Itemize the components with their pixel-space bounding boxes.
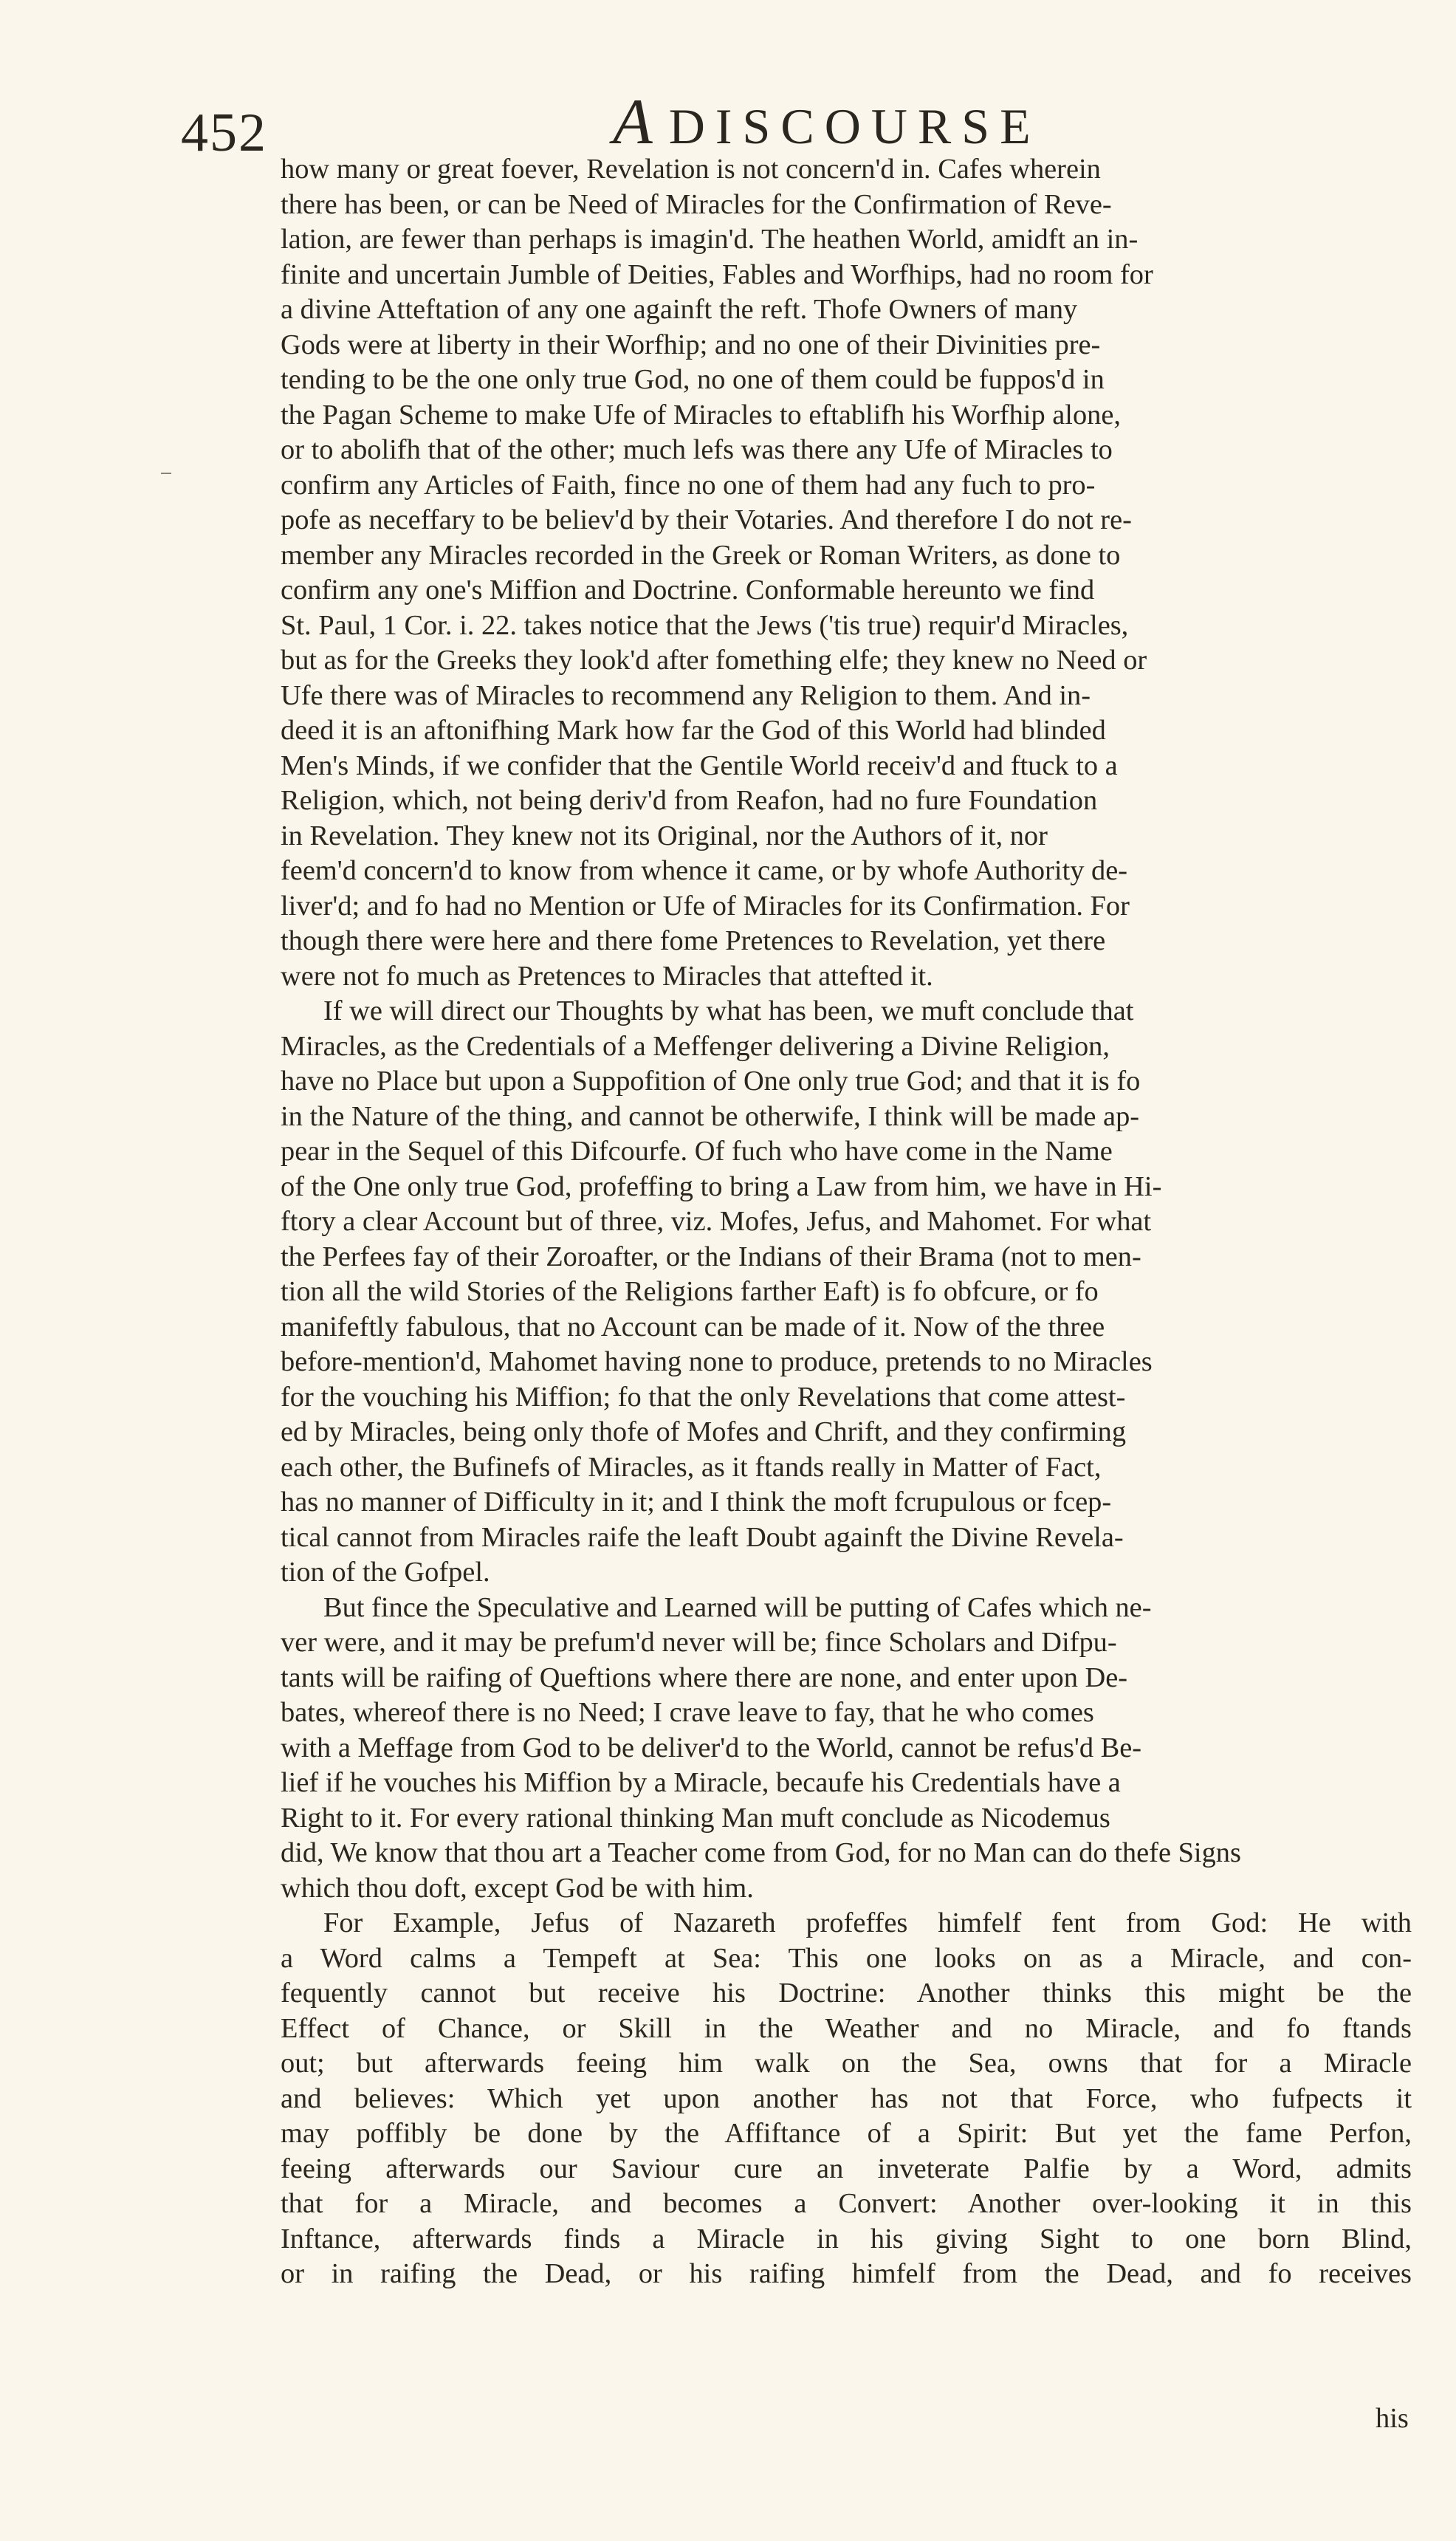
text-line: the Pagan Scheme to make Ufe of Miracles to eftablifh his Worfhip alone, <box>281 399 1121 431</box>
text-line: tical cannot from Miracles raife the leaft Doubt againft the Divine Revela- <box>281 1521 1124 1553</box>
text-line: each other, the Bufinefs of Miracles, as it ftands really in Matter of Fact, <box>281 1451 1102 1483</box>
text-line: before-mention'd, Mahomet having none to produce, pretends to no Miracles <box>281 1346 1153 1377</box>
text-line: may poffibly be done by the Affiftance of a Spirit: But yet the fame Perfon, <box>281 2118 1412 2149</box>
text-line: with a Meffage from God to be deliver'd to the World, cannot be refus'd Be- <box>281 1732 1142 1763</box>
paragraph-3 <box>281 1591 1412 1907</box>
paragraph-1 <box>281 152 1412 994</box>
text-line: Right to it. For every rational thinking Man muft conclude as Nicodemus <box>281 1802 1110 1834</box>
text-line: the Perfees fay of their Zoroafter, or the Indians of their Brama (not to men- <box>281 1241 1141 1272</box>
text-line: St. Paul, 1 Cor. i. 22. takes notice that the Jews ('tis true) requir'd Miracles, <box>281 609 1129 641</box>
text-line: has no manner of Difficulty in it; and I think the moft fcrupulous or fcep- <box>281 1486 1112 1518</box>
text-line: deed it is an aftonifhing Mark how far the God of this World had blinded <box>281 715 1106 746</box>
text-line: ed by Miracles, being only thofe of Mofes and Chrift, and they confirming <box>281 1416 1127 1447</box>
text-line: feeing afterwards our Saviour cure an inveterate Palfie by a Word, admits <box>281 2153 1412 2184</box>
text-line: Ufe there was of Miracles to recommend any Religion to them. And in- <box>281 679 1091 711</box>
paragraph-2 <box>281 994 1412 1591</box>
text-line: which thou doft, except God be with him. <box>281 1872 754 1904</box>
text-line: and believes: Which yet upon another has not that Force, who fufpects it <box>281 2082 1412 2114</box>
text-line: tants will be raifing of Queftions where there are none, and enter upon De- <box>281 1662 1128 1693</box>
text-line: Inftance, afterwards finds a Miracle in his giving Sight to one born Blind, <box>281 2223 1412 2254</box>
text-line: But fince the Speculative and Learned will be putting of Cafes which ne- <box>323 1591 1152 1623</box>
text-line: tion all the wild Stories of the Religions farther Eaft) is fo obfcure, or fo <box>281 1276 1099 1307</box>
running-head-initial: A <box>613 86 653 158</box>
text-line: manifeftly fabulous, that no Account can be made of it. Now of the three <box>281 1311 1105 1342</box>
text-line: a divine Atteftation of any one againft the reft. Thofe Owners of many <box>281 294 1078 325</box>
text-line: feem'd concern'd to know from whence it came, or by whofe Authority de- <box>281 855 1128 886</box>
page-number: 452 <box>181 103 267 163</box>
text-line: of the One only true God, profeffing to bring a Law from him, we have in Hi- <box>281 1170 1162 1202</box>
text-line: were not fo much as Pretences to Miracles that attefted it. <box>281 960 933 992</box>
text-line: bates, whereof there is no Need; I crave leave to fay, that he who comes <box>281 1697 1094 1728</box>
text-line: lation, are fewer than perhaps is imagin'd. The heathen World, amidft an in- <box>281 224 1139 255</box>
text-line: Effect of Chance, or Skill in the Weather and no Miracle, and fo ftands <box>281 2012 1412 2044</box>
text-line: member any Miracles recorded in the Greek or Roman Writers, as done to <box>281 539 1121 571</box>
text-line: confirm any Articles of Faith, fince no one of them had any fuch to pro- <box>281 469 1096 501</box>
text-line: though there were here and there fome Pretences to Revelation, yet there <box>281 925 1106 956</box>
text-line: pofe as neceffary to be believ'd by their Votaries. And therefore I do not re- <box>281 504 1132 535</box>
text-line: ver were, and it may be prefum'd never will be; fince Scholars and Difpu- <box>281 1627 1117 1658</box>
text-line: Gods were at liberty in their Worfhip; and no one of their Divinities pre- <box>281 329 1101 360</box>
text-line: finite and uncertain Jumble of Deities, Fables and Worfhips, had no room for <box>281 258 1153 290</box>
running-head-word: DISCOURSE <box>668 98 1041 154</box>
text-line: confirm any one's Miffion and Doctrine. Conformable hereunto we find <box>281 575 1095 606</box>
text-line: in Revelation. They knew not its Original, nor the Authors of it, nor <box>281 820 1048 851</box>
text-line: a Word calms a Tempeft at Sea: This one looks on as a Miracle, and con- <box>281 1942 1412 1974</box>
text-line: how many or great foever, Revelation is not concern'd in. Cafes wherein <box>281 154 1101 185</box>
text-line: pear in the Sequel of this Difcourfe. Of fuch who have come in the Name <box>281 1136 1113 1167</box>
catchword: his <box>1376 2403 1409 2434</box>
paragraph-4 <box>281 1906 1412 2292</box>
text-line: ftory a clear Account but of three, viz. Mofes, Jefus, and Mahomet. For what <box>281 1206 1152 1237</box>
text-line: have no Place but upon a Suppofition of One only true God; and that it is fo <box>281 1066 1141 1097</box>
text-line: If we will direct our Thoughts by what has been, we muft conclude that <box>323 995 1134 1026</box>
text-line: for the vouching his Miffion; fo that the only Revelations that come attest- <box>281 1381 1126 1413</box>
text-line: or in raifing the Dead, or his raifing himfelf from the Dead, and fo receives <box>281 2258 1412 2289</box>
margin-mark <box>161 473 171 474</box>
text-line: that for a Miracle, and becomes a Convert: Another over-looking it in this <box>281 2188 1412 2219</box>
text-line: there has been, or can be Need of Miracles for the Confirmation of Reve- <box>281 188 1112 220</box>
text-line: For Example, Jefus of Nazareth profeffes himfelf fent from God: He with <box>323 1907 1412 1938</box>
text-line: in the Nature of the thing, and cannot be otherwife, I think will be made ap- <box>281 1100 1140 1132</box>
text-line: did, We know that thou art a Teacher come from God, for no Man can do thefe Signs <box>281 1837 1241 1868</box>
text-line: Men's Minds, if we confider that the Gentile World receiv'd and ftuck to a <box>281 750 1118 781</box>
text-line: Religion, which, not being deriv'd from Reafon, had no fure Foundation <box>281 785 1098 816</box>
text-line: Miracles, as the Credentials of a Meffenger delivering a Divine Religion, <box>281 1030 1110 1062</box>
text-line: or to abolifh that of the other; much lefs was there any Ufe of Miracles to <box>281 434 1113 465</box>
body-text <box>281 152 1412 2292</box>
text-line: lief if he vouches his Miffion by a Miracle, becaufe his Credentials have a <box>281 1767 1121 1798</box>
text-line: tending to be the one only true God, no one of them could be fuppos'd in <box>281 364 1105 395</box>
text-line: tion of the Gofpel. <box>281 1557 490 1588</box>
text-line: out; but afterwards feeing him walk on the Sea, owns that for a Miracle <box>281 2048 1412 2079</box>
text-line: liver'd; and fo had no Mention or Ufe of Miracles for its Confirmation. For <box>281 890 1130 922</box>
running-head <box>613 85 1041 160</box>
text-line: but as for the Greeks they look'd after fomething elfe; they knew no Need or <box>281 645 1147 676</box>
text-line: fequently cannot but receive his Doctrine: Another thinks this might be the <box>281 1978 1412 2009</box>
